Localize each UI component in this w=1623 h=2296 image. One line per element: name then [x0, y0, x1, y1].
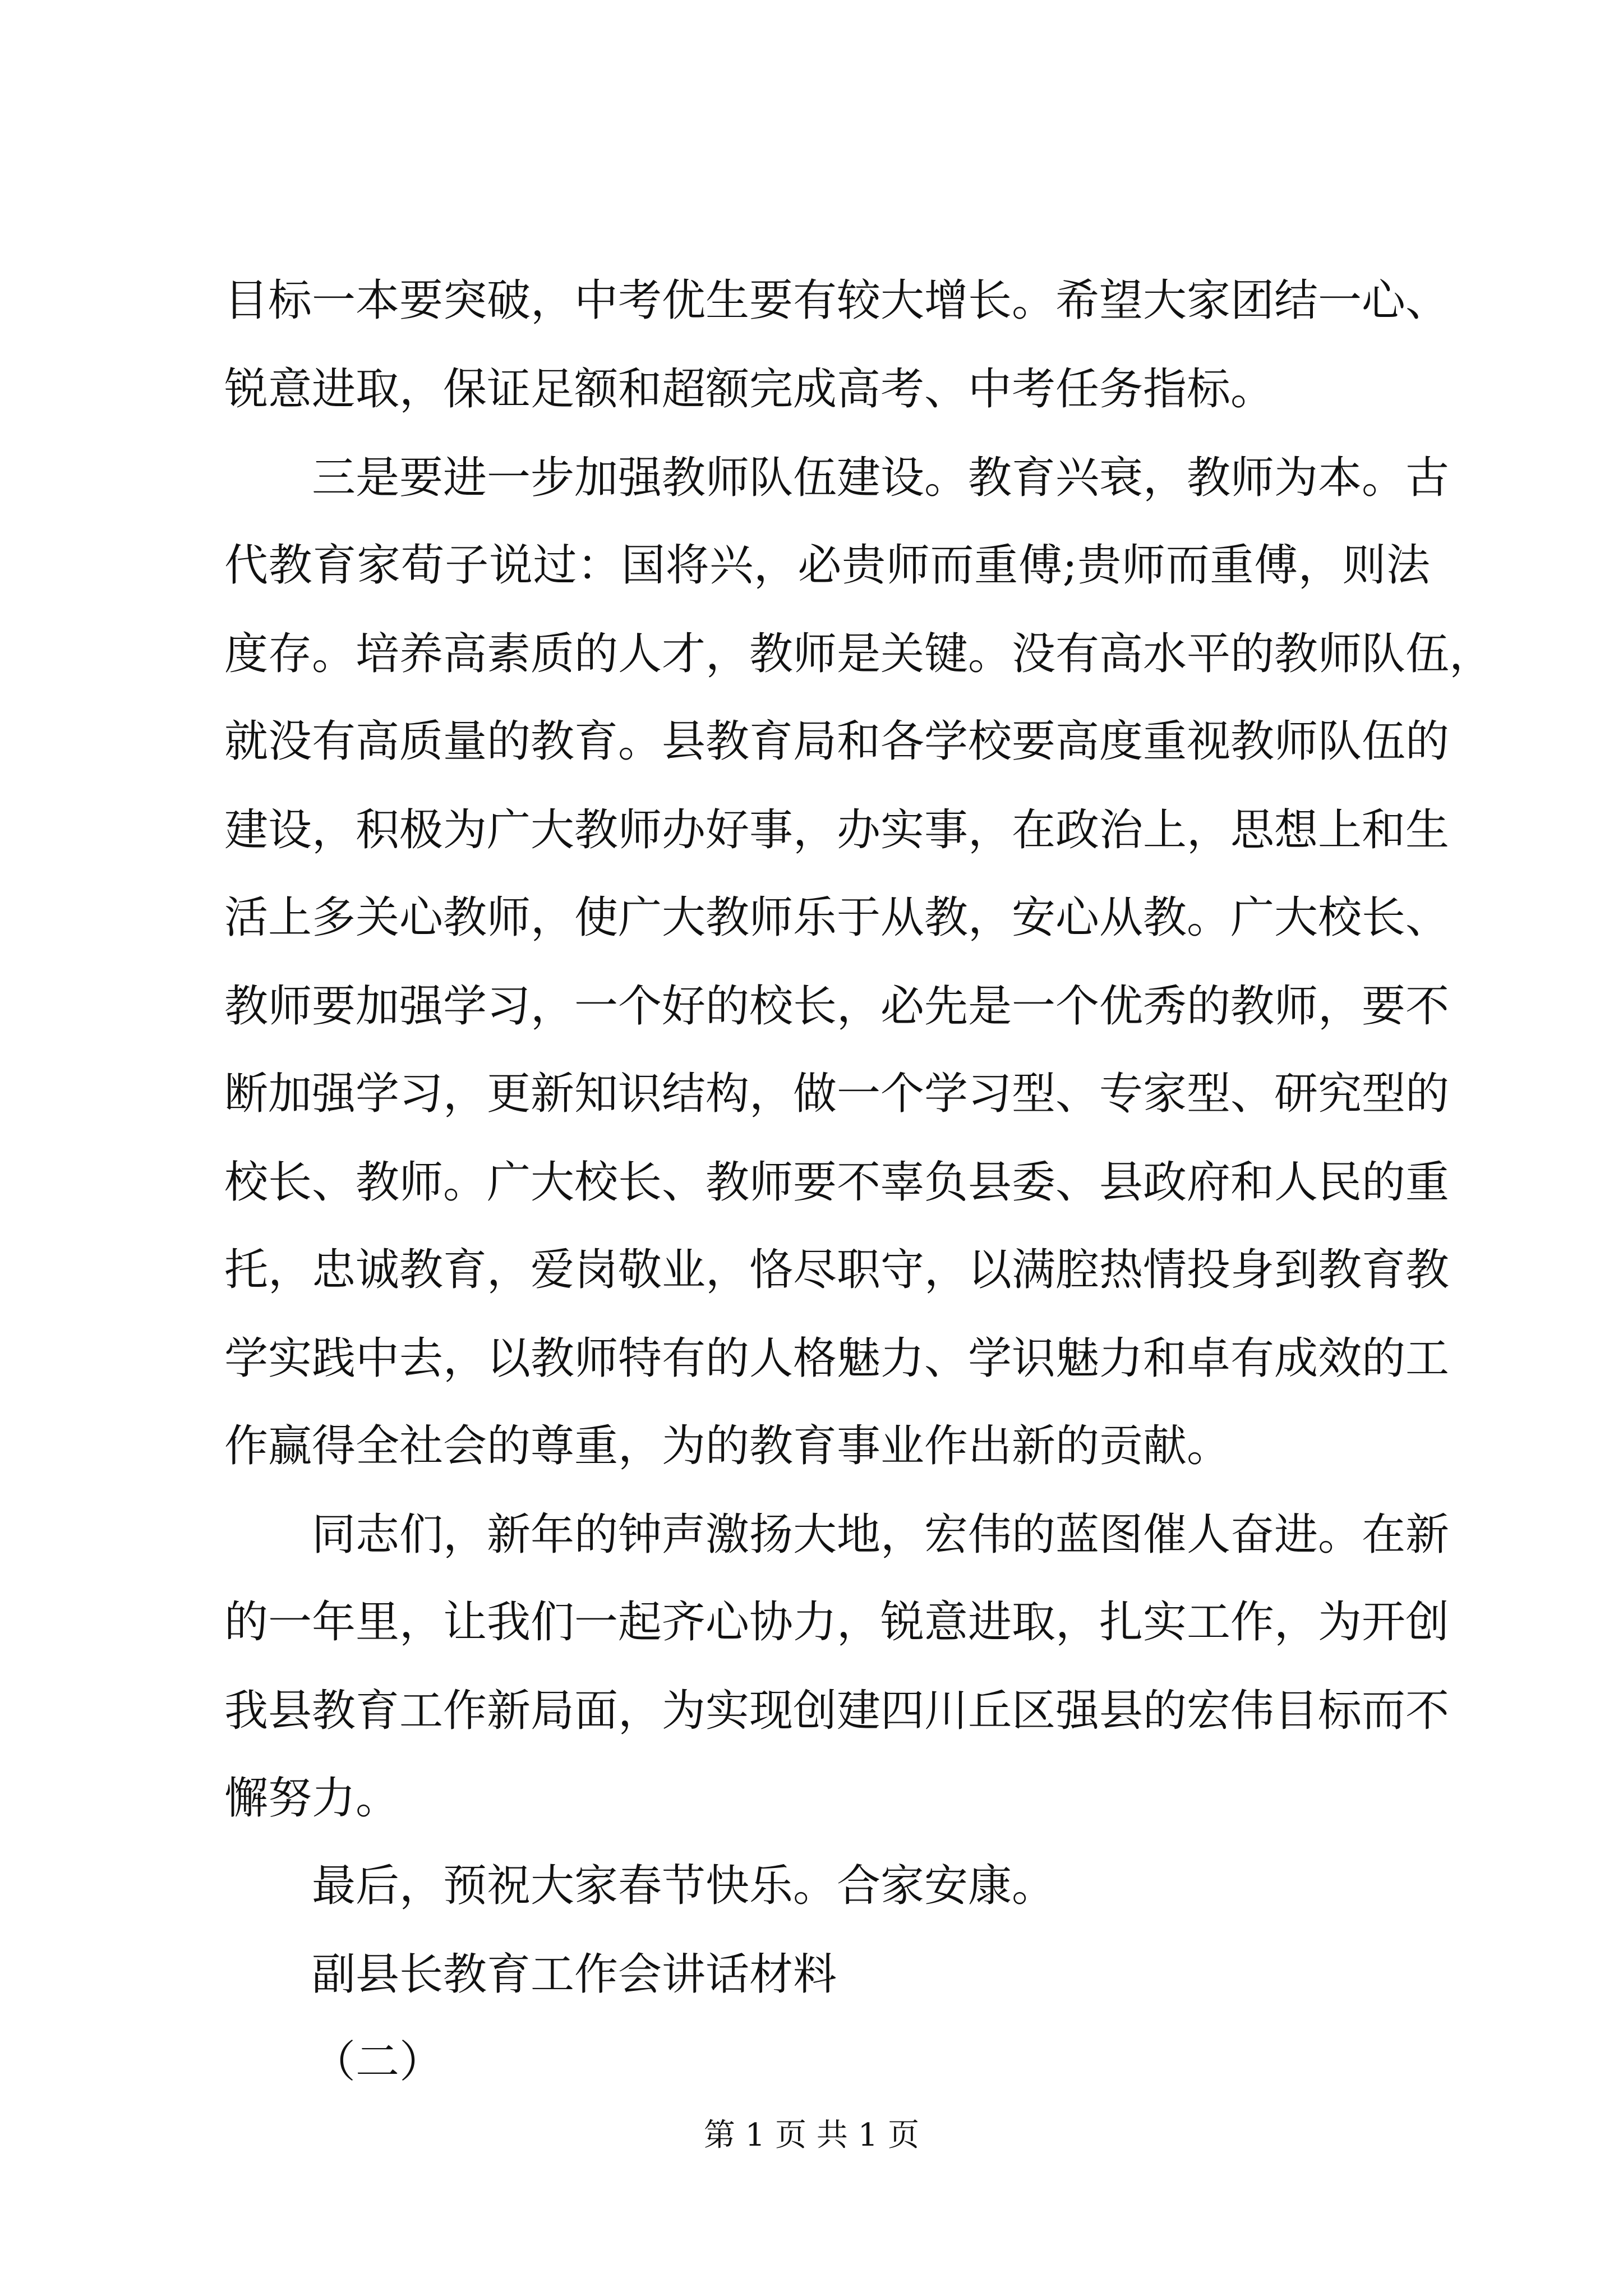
text-line: 最后，预祝大家春节快乐。合家安康。	[312, 1861, 1056, 1911]
text-line: 度存。培养高素质的人才，教师是关键。没有高水平的教师队伍，	[224, 629, 1493, 679]
text-line: 活上多关心教师，使广大教师乐于从教，安心从教。广大校长、	[224, 892, 1450, 943]
text-line: 我县教育工作新局面，为实现创建四川丘区强县的宏伟目标而不	[224, 1686, 1450, 1736]
text-line: 托，忠诚教育，爱岗敬业，恪尽职守，以满腔热情投身到教育教	[224, 1245, 1450, 1295]
text-line: 代教育家荀子说过：国将兴，必贵师而重傅;贵师而重傅，则法	[224, 540, 1430, 591]
text-line: 目标一本要突破，中考优生要有较大增长。希望大家团结一心、	[224, 275, 1450, 326]
text-line: 断加强学习，更新知识结构，做一个学习型、专家型、研究型的	[224, 1069, 1450, 1119]
section-title: 副县长教育工作会讲话材料	[312, 1949, 837, 2000]
text-line: 的一年里，让我们一起齐心协力，锐意进取，扎实工作，为开创	[224, 1597, 1450, 1648]
section-number: （二）	[312, 2037, 444, 2087]
text-line: 同志们，新年的钟声激扬大地，宏伟的蓝图催人奋进。在新	[312, 1510, 1450, 1560]
page-footer: 第 1 页 共 1 页	[703, 2117, 920, 2154]
text-line: 懈努力。	[224, 1773, 400, 1824]
text-line: 作赢得全社会的尊重，为的教育事业作出新的贡献。	[224, 1421, 1231, 1471]
text-line: 校长、教师。广大校长、教师要不辜负县委、县政府和人民的重	[224, 1157, 1450, 1208]
text-line: 建设，积极为广大教师办好事，办实事，在政治上，思想上和生	[224, 805, 1450, 855]
text-line: 就没有高质量的教育。县教育局和各学校要高度重视教师队伍的	[224, 716, 1450, 767]
text-line: 三是要进一步加强教师队伍建设。教育兴衰，教师为本。古	[312, 453, 1450, 503]
text-line: 学实践中去，以教师特有的人格魅力、学识魅力和卓有成效的工	[224, 1333, 1450, 1384]
text-line: 锐意进取，保证足额和超额完成高考、中考任务指标。	[224, 364, 1275, 415]
text-line: 教师要加强学习，一个好的校长，必先是一个优秀的教师，要不	[224, 981, 1450, 1032]
